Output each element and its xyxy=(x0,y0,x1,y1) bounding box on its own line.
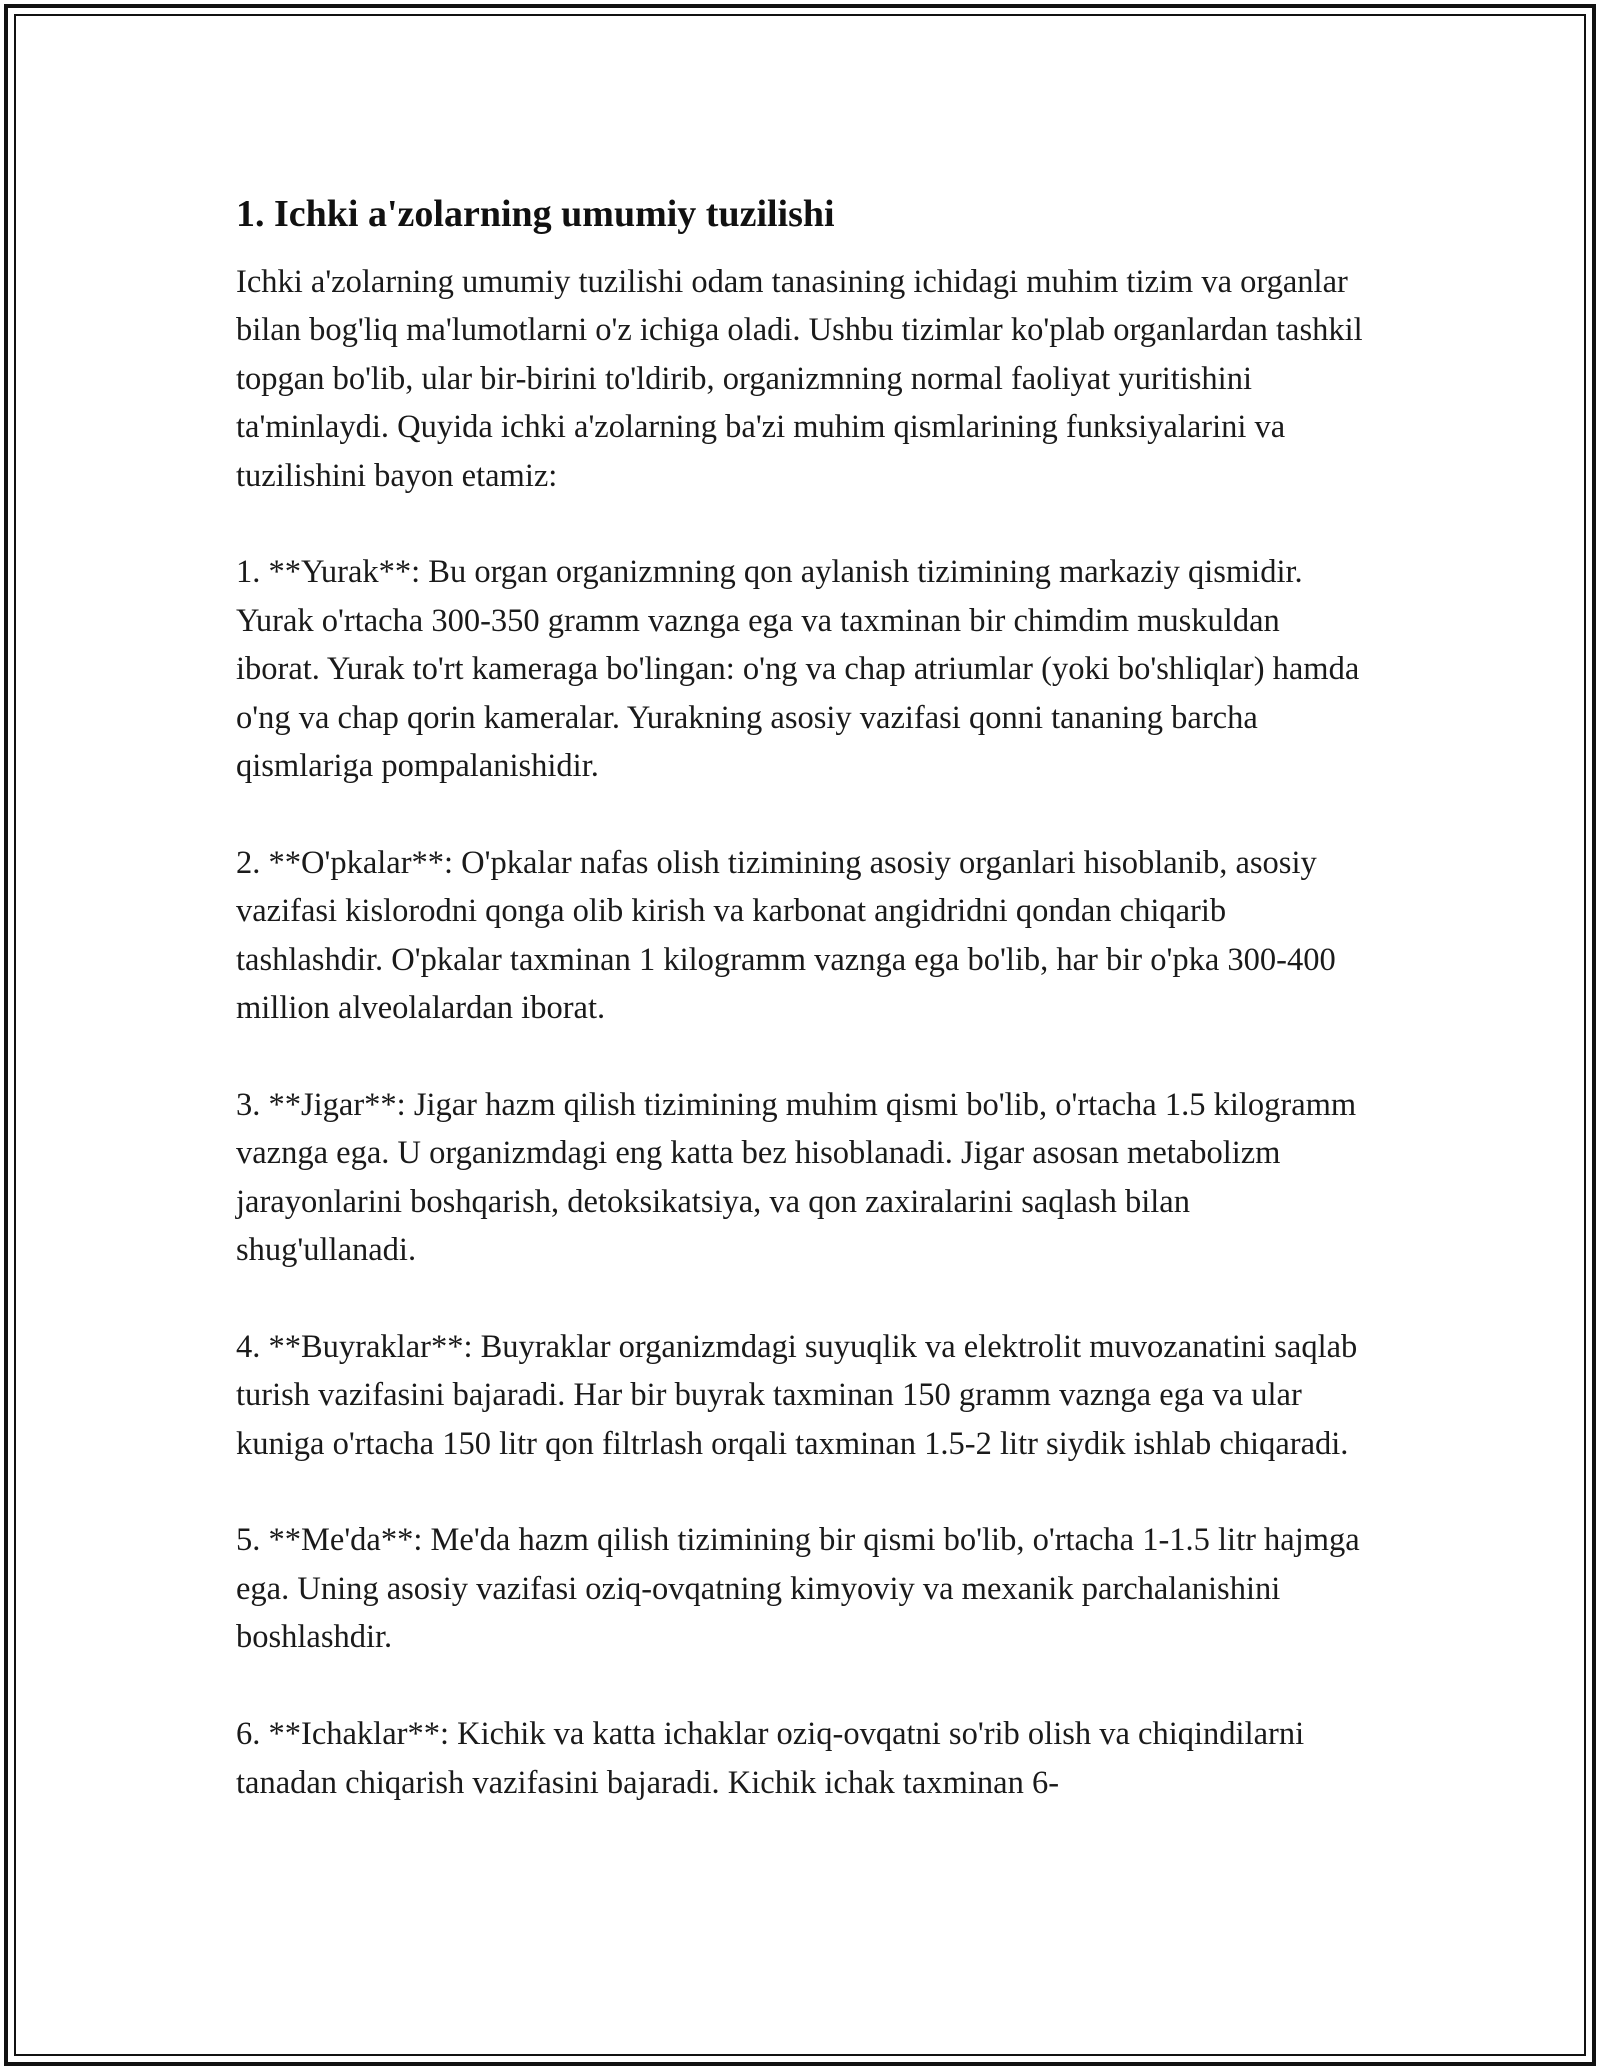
list-item-yurak: 1. **Yurak**: Bu organ organizmning qon aylanish tizimining markaziy qismidir. Yurak o'rtacha 300-350 gramm vaznga ega va taxminan bir chimdim muskuldan iborat. Yurak to'rt kameraga bo'lingan: o'ng va chap atriumlar (yoki bo'shliqlar) hamda o'ng va chap qorin kameralar. Yurakning asosiy vazifasi qonni tananing barcha qismlariga pompalanishidir. xyxy=(236,554,1360,785)
list-item-meda: 5. **Me'da**: Me'da hazm qilish tizimining bir qismi bo'lib, o'rtacha 1-1.5 litr hajmga ega. Uning asosiy vazifasi oziq-ovqatning kimyoviy va mexanik parchalanishini boshlashdir. xyxy=(236,1522,1360,1656)
intro-paragraph: Ichki a'zolarning umumiy tuzilishi odam tanasining ichidagi muhim tizim va organlar bilan bog'liq ma'lumotlarni o'z ichiga oladi. Ushbu tizimlar ko'plab organlardan tashkil topgan bo'lib, ular bir-birini to'ldirib, organizmning normal faoliyat yuritishini ta'minlaydi. Quyida ichki a'zolarning ba'zi muhim qismlarining funksiyalarini va tuzilishini bayon etamiz: xyxy=(236,264,1363,494)
list-item-ichaklar: 6. **Ichaklar**: Kichik va katta ichaklar oziq-ovqatni so'rib olish va chiqindilarni tanadan chiqarish vazifasini bajaradi. Kichik ichak taxminan 6- xyxy=(236,1716,1305,1801)
list-item-jigar: 3. **Jigar**: Jigar hazm qilish tizimining muhim qismi bo'lib, o'rtacha 1.5 kilogramm vaznga ega. U organizmdagi eng katta bez hisoblanadi. Jigar asosan metabolizm jarayonlarini boshqarish, detoksikatsiya, va qon zaxiralarini saqlash bilan shug'ullanadi. xyxy=(236,1086,1357,1269)
list-item-buyraklar: 4. **Buyraklar**: Buyraklar organizmdagi suyuqlik va elektrolit muvozanatini saqlab turish vazifasini bajaradi. Har bir buyrak taxminan 150 gramm vaznga ega va ular kuniga o'rtacha 150 litr qon filtrlash orqali taxminan 1.5-2 litr siydik ishlab chiqaradi. xyxy=(236,1328,1358,1462)
document-body xyxy=(236,190,1366,1855)
list-item-opkalar: 2. **O'pkalar**: O'pkalar nafas olish tizimining asosiy organlari hisoblanib, asosiy vazifasi kislorodni qonga olib kirish va karbonat angidridni qondan chiqarib tashlashdir. O'pkalar taxminan 1 kilogramm vaznga ega bo'lib, har bir o'pka 300-400 million alveolalardan iborat. xyxy=(236,844,1336,1027)
section-heading: 1. Ichki a'zolarning umumiy tuzilishi xyxy=(236,193,835,235)
